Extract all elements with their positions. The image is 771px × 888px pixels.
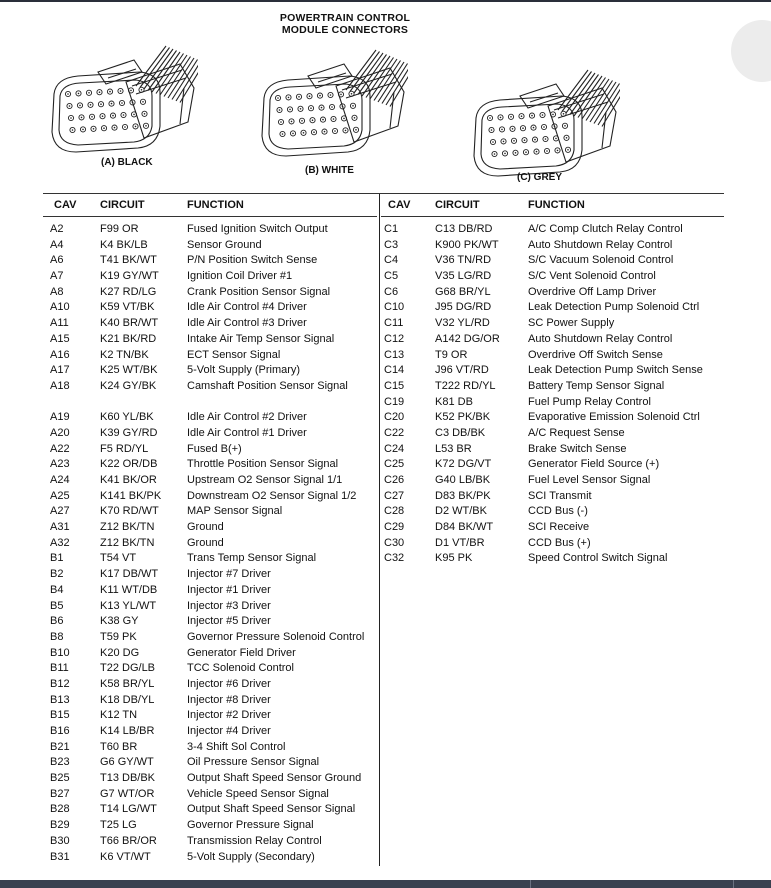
title-line-1: POWERTRAIN CONTROL [279,12,411,24]
function-cell: Idle Air Control #4 Driver [187,301,307,314]
circuit-cell: K11 WT/DB [100,583,158,596]
cav-cell: C27 [384,489,405,502]
circuit-cell: J95 DG/RD [435,301,492,314]
table-row [384,489,720,505]
function-cell: Generator Field Driver [187,646,296,659]
circuit-cell: T9 OR [435,348,468,361]
function-cell: MAP Sensor Signal [187,505,283,518]
circuit-cell: F99 OR [100,223,139,235]
cav-cell: A8 [50,285,64,298]
cav-cell: A10 [50,301,70,314]
table-row [50,787,378,803]
table-row [50,583,378,599]
cav-cell: B25 [50,772,70,785]
circuit-cell: C13 DB/RD [435,223,493,235]
cav-cell: A16 [50,348,70,361]
circuit-cell: K58 BR/YL [100,677,155,690]
page-title [230,12,460,36]
circuit-cell: G6 GY/WT [100,756,154,769]
function-cell: Speed Control Switch Signal [528,552,668,565]
cav-cell: A24 [50,474,70,487]
cav-cell: C3 [384,238,399,251]
circuit-cell: K141 BK/PK [100,489,162,502]
circuit-cell: D1 VT/BR [435,536,485,549]
function-cell: Downstream O2 Sensor Signal 1/2 [187,489,357,502]
cav-cell: B30 [50,834,70,847]
cav-cell: B1 [50,552,64,565]
cav-cell: C13 [384,348,405,361]
circuit-cell: D84 BK/WT [435,521,494,534]
circuit-cell: K2 TN/BK [100,348,149,361]
circuit-cell: K6 VT/WT [100,850,151,863]
cav-cell: C22 [384,426,405,439]
function-cell: Fuel Level Sensor Signal [528,474,651,486]
cav-cell: B2 [50,568,64,581]
function-cell: Output Shaft Speed Sensor Signal [187,803,356,816]
header-circuit-left: CIRCUIT [100,199,145,211]
cav-cell: A20 [50,426,70,439]
function-cell: Idle Air Control #3 Driver [187,317,307,330]
circuit-cell: K24 GY/BK [100,379,157,392]
circuit-cell: K14 LB/BR [100,725,155,738]
cav-cell: A19 [50,411,70,424]
circuit-cell: V36 TN/RD [435,254,492,267]
table-row [384,473,720,489]
table-row [50,567,378,583]
header-function-left: FUNCTION [187,199,244,211]
table-row [50,489,378,505]
connector-c-illustration [470,66,620,178]
function-cell: Injector #5 Driver [187,615,271,628]
connector-b-label: (B) WHITE [305,165,354,176]
header-rule-right [381,216,724,217]
function-cell: Sensor Ground [187,238,262,251]
cav-cell: C20 [384,411,405,424]
connector-a-label: (A) BLACK [101,157,153,168]
function-cell: SC Power Supply [528,317,615,330]
function-cell: 3-4 Shift Sol Control [187,740,286,753]
table-row [384,238,720,254]
cav-cell: C30 [384,536,405,549]
circuit-cell: T54 VT [100,552,137,565]
header-function-right: FUNCTION [528,199,585,211]
function-cell: Injector #3 Driver [187,599,271,612]
table-row [50,755,378,771]
cav-cell: B4 [50,583,64,596]
circuit-cell: J96 VT/RD [435,364,489,377]
circuit-cell: Z12 BK/TN [100,521,155,534]
function-cell: A/C Comp Clutch Relay Control [528,223,683,235]
table-row [50,708,378,724]
circuit-cell: V32 YL/RD [435,317,490,330]
cav-cell: C1 [384,223,399,235]
function-cell: Oil Pressure Sensor Signal [187,756,320,769]
table-row [50,614,378,630]
function-cell: Fuel Pump Relay Control [528,395,651,408]
function-cell: SCI Receive [528,521,590,534]
table-row [50,740,378,756]
cav-cell: B11 [50,662,69,675]
cav-cell: B10 [50,646,70,659]
table-top-rule [43,193,724,194]
circuit-cell: K39 GY/RD [100,426,158,439]
circuit-cell: K41 BK/OR [100,474,157,487]
cav-cell: B29 [50,819,70,832]
circuit-cell: T13 DB/BK [100,772,156,785]
circuit-cell: K12 TN [100,709,138,722]
function-cell: Injector #7 Driver [187,568,271,581]
cav-cell: C11 [384,317,404,330]
connector-a-illustration [48,42,198,154]
circuit-cell: D83 BK/PK [435,489,491,502]
circuit-cell: K38 GY [100,615,139,628]
circuit-cell: K22 OR/DB [100,458,158,471]
circuit-cell: T25 LG [100,819,137,832]
circuit-cell: Z12 BK/TN [100,536,155,549]
cav-cell: C26 [384,474,405,486]
circuit-cell: C3 DB/BK [435,426,486,439]
table-row [50,238,378,254]
cav-cell: C29 [384,521,405,534]
cav-cell: A32 [50,536,70,549]
table-row [384,222,720,238]
circuit-cell: F5 RD/YL [100,442,149,455]
table-row [384,536,720,552]
table-row [384,426,720,442]
function-cell: P/N Position Switch Sense [187,254,318,267]
table-row [50,551,378,567]
function-cell: S/C Vacuum Solenoid Control [528,254,674,267]
circuit-cell: T60 BR [100,740,138,753]
table-row [50,693,378,709]
cav-cell: C25 [384,458,405,471]
cav-cell: A18 [50,379,70,392]
table-row [50,269,378,285]
function-cell: Injector #6 Driver [187,677,271,690]
table-row [50,473,378,489]
cav-cell: A4 [50,238,64,251]
table-row [50,834,378,850]
table-row [50,599,378,615]
table-row [50,253,378,269]
cav-cell: B15 [50,709,70,722]
cav-cell: A2 [50,223,64,235]
table-row [50,363,378,379]
table-row [50,536,378,552]
circuit-cell: K900 PK/WT [435,238,499,251]
table-row [50,850,378,866]
function-cell: Upstream O2 Sensor Signal 1/1 [187,474,343,487]
header-circuit-right: CIRCUIT [435,199,480,211]
table-row [384,285,720,301]
cav-cell: C12 [384,332,405,345]
table-row [50,442,378,458]
circuit-cell: K17 DB/WT [100,568,159,581]
table-row [50,630,378,646]
toolbar-divider [733,880,734,888]
table-row [384,348,720,364]
cav-cell: C6 [384,285,399,298]
table-row [50,410,378,426]
circuit-cell: T59 PK [100,630,137,643]
circuit-cell: T222 RD/YL [435,379,496,392]
circuit-cell: K13 YL/WT [100,599,157,612]
circuit-cell: K4 BK/LB [100,238,148,251]
circuit-cell: K52 PK/BK [435,411,491,424]
circuit-cell: G7 WT/OR [100,787,155,800]
circuit-cell: A142 DG/OR [435,332,500,345]
function-cell: Output Shaft Speed Sensor Ground [187,772,362,785]
table-row [384,457,720,473]
table-row [50,457,378,473]
cav-cell: C24 [384,442,405,455]
table-row [50,520,378,536]
circuit-cell: K20 DG [100,646,140,659]
function-cell: Transmission Relay Control [187,834,322,847]
circuit-cell: G40 LB/BK [435,474,491,486]
title-line-2: MODULE CONNECTORS [281,24,409,36]
header-cav-left: CAV [54,199,77,211]
header-rule-left [43,216,377,217]
circuit-cell: K18 DB/YL [100,693,155,706]
function-cell: Ground [187,521,224,534]
table-row [50,504,378,520]
function-cell: Governor Pressure Solenoid Control [187,630,365,643]
circuit-cell: K25 WT/BK [100,364,158,377]
cav-cell: C4 [384,254,399,267]
table-row [384,504,720,520]
function-cell: Idle Air Control #2 Driver [187,411,307,424]
function-cell: Battery Temp Sensor Signal [528,379,665,392]
table-row [50,724,378,740]
function-cell: Fused B(+) [187,442,242,455]
function-cell: Idle Air Control #1 Driver [187,426,307,439]
function-cell: Auto Shutdown Relay Control [528,332,673,345]
cav-cell: A27 [50,505,70,518]
function-cell: 5-Volt Supply (Primary) [187,364,301,377]
circuit-cell: K95 PK [435,552,473,565]
circuit-cell: T41 BK/WT [100,254,157,267]
cav-cell: A23 [50,458,70,471]
function-cell: Injector #8 Driver [187,693,271,706]
table-row [50,285,378,301]
function-cell: Overdrive Off Lamp Driver [528,285,657,298]
table-row [384,379,720,395]
circuit-cell: K40 BR/WT [100,317,159,330]
connector-b-illustration [258,46,408,158]
function-cell: TCC Solenoid Control [187,662,294,675]
right-table-body [384,222,720,567]
cav-cell: C10 [384,301,405,314]
function-cell: Intake Air Temp Sensor Signal [187,332,335,345]
cav-cell: C14 [384,364,405,377]
function-cell: ECT Sensor Signal [187,348,281,361]
function-cell: S/C Vent Solenoid Control [528,270,656,283]
table-row [384,410,720,426]
cav-cell: B23 [50,756,70,769]
table-row [384,300,720,316]
circuit-cell: K19 GY/WT [100,270,159,283]
function-cell: Ignition Coil Driver #1 [187,270,293,283]
circuit-cell: V35 LG/RD [435,270,492,283]
function-cell: CCD Bus (+) [528,536,591,549]
function-cell: CCD Bus (-) [528,505,588,518]
table-row [50,332,378,348]
bottom-toolbar [0,880,771,888]
cav-cell: A17 [50,364,70,377]
function-cell: Throttle Position Sensor Signal [187,458,339,471]
cav-cell: B12 [50,677,70,690]
function-cell: Ground [187,536,224,549]
table-row [50,646,378,662]
table-row [50,316,378,332]
table-row [384,395,720,411]
table-row [384,269,720,285]
table-row [50,802,378,818]
cav-cell: A25 [50,489,70,502]
table-row [50,677,378,693]
circuit-cell: K27 RD/LG [100,285,157,298]
circuit-cell: K70 RD/WT [100,505,159,518]
cav-cell: C5 [384,270,399,283]
circuit-cell: K60 YL/BK [100,411,154,424]
function-cell: Injector #4 Driver [187,725,271,738]
function-cell: 5-Volt Supply (Secondary) [187,850,315,863]
table-row [50,818,378,834]
cav-cell: A6 [50,254,64,267]
cav-cell: B21 [50,740,70,753]
table-row [50,222,378,238]
function-cell: Leak Detection Pump Solenoid Ctrl [528,301,700,314]
table-row [50,771,378,787]
circuit-cell: T22 DG/LB [100,662,156,675]
table-row [50,348,378,364]
function-cell: A/C Request Sense [528,426,625,439]
circuit-cell: D2 WT/BK [435,505,487,518]
cav-cell: C19 [384,395,405,408]
table-row [384,332,720,348]
table-row [384,551,720,567]
cav-cell: C15 [384,379,405,392]
function-cell: Leak Detection Pump Switch Sense [528,364,703,377]
function-cell: Brake Switch Sense [528,442,627,455]
function-cell: Governor Pressure Signal [187,819,314,832]
circuit-cell: L53 BR [435,442,472,455]
window-top-border [0,0,771,2]
cav-cell: B5 [50,599,64,612]
cav-cell: B28 [50,803,70,816]
table-row [50,300,378,316]
function-cell: Evaporative Emission Solenoid Ctrl [528,411,700,424]
cav-cell: B6 [50,615,64,628]
function-cell: Injector #2 Driver [187,709,271,722]
table-row [50,379,378,410]
function-cell: Vehicle Speed Sensor Signal [187,787,329,800]
cav-cell: C32 [384,552,405,565]
function-cell: Crank Position Sensor Signal [187,285,331,298]
cav-cell: B16 [50,725,70,738]
header-cav-right: CAV [388,199,411,211]
table-row [50,661,378,677]
circuit-cell: K81 DB [435,395,473,408]
function-cell: Camshaft Position Sensor Signal [187,379,348,392]
function-cell: Trans Temp Sensor Signal [187,552,317,565]
circuit-cell: K21 BK/RD [100,332,157,345]
circuit-cell: K59 VT/BK [100,301,155,314]
table-row [384,316,720,332]
scroll-indicator [731,20,771,82]
circuit-cell: T66 BR/OR [100,834,157,847]
toolbar-divider [530,880,531,888]
function-cell: Overdrive Off Switch Sense [528,348,663,361]
function-cell: SCI Transmit [528,489,592,502]
cav-cell: C28 [384,505,405,518]
circuit-cell: T14 LG/WT [100,803,157,816]
cav-cell: A31 [50,521,70,534]
function-cell: Injector #1 Driver [187,583,271,596]
table-row [384,442,720,458]
table-row [384,253,720,269]
cav-cell: B31 [50,850,70,863]
cav-cell: B13 [50,693,70,706]
cav-cell: B27 [50,787,70,800]
cav-cell: A11 [50,317,69,330]
cav-cell: A7 [50,270,64,283]
table-row [384,520,720,536]
table-row [50,426,378,442]
cav-cell: B8 [50,630,64,643]
cav-cell: A22 [50,442,70,455]
table-row [384,363,720,379]
connector-c-label: (C) GREY [517,172,562,183]
function-cell: Auto Shutdown Relay Control [528,238,673,251]
function-cell: Generator Field Source (+) [528,458,660,471]
circuit-cell: G68 BR/YL [435,285,491,298]
circuit-cell: K72 DG/VT [435,458,492,471]
cav-cell: A15 [50,332,70,345]
left-table-body [50,222,378,865]
function-cell: Fused Ignition Switch Output [187,223,328,235]
